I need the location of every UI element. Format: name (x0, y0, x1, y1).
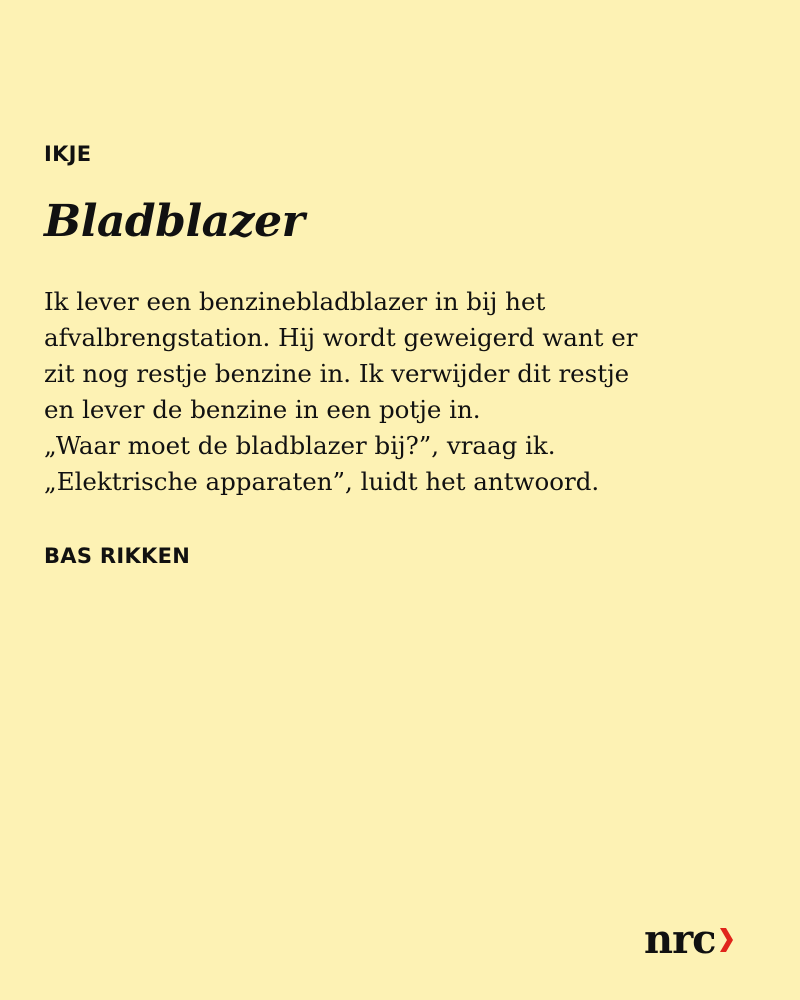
nrc-logo (644, 912, 733, 968)
body-line: afvalbrengstation. Hij wordt geweigerd want er (44, 323, 638, 352)
body-line: en lever de benzine in een potje in. (44, 395, 481, 424)
body-line: „Elektrische apparaten”, luidt het antwoord. (44, 467, 600, 496)
body-line: zit nog restje benzine in. Ik verwijder dit restje (44, 359, 630, 388)
section-label: IKJE (44, 142, 92, 166)
author-name: BAS RIKKEN (44, 544, 191, 568)
body-line: Ik lever een benzinebladblazer in bij het (44, 287, 546, 316)
article-body (44, 284, 744, 500)
logo-text: nrc (644, 916, 716, 963)
chevron-right-icon (719, 928, 733, 952)
body-line: „Waar moet de bladblazer bij?”, vraag ik. (44, 431, 556, 460)
article-card (44, 0, 764, 1000)
article-title: Bladblazer (44, 196, 305, 247)
